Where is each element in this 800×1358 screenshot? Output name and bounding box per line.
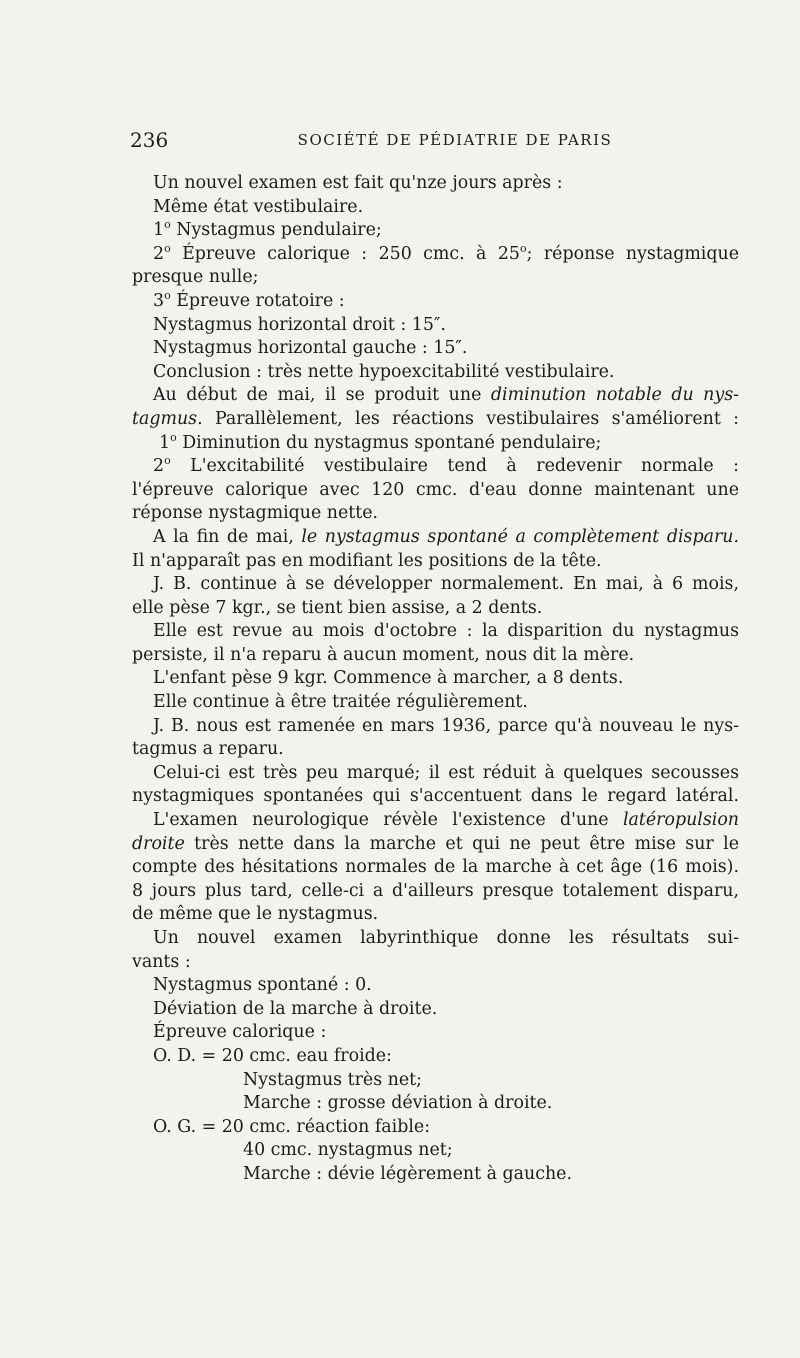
text-line [132, 526, 739, 550]
text-line: compte des hésitations normales de la marche à cet âge (16 mois). [132, 857, 739, 878]
text-run: . Parallèlement, les réactions vestibulaires s'améliorent : [197, 408, 739, 429]
page-number: 236 [130, 128, 169, 152]
text-line: vants : [132, 951, 191, 972]
text-run: 1 [159, 432, 171, 453]
superscript: o [164, 218, 171, 232]
text-line: de même que le nystagmus. [132, 904, 379, 925]
body-text [132, 172, 739, 1187]
text-line: 40 cmc. nystagmus net; [243, 1140, 453, 1161]
superscript: o [164, 241, 171, 255]
text-line: elle pèse 7 kgr., se tient bien assise, a 2 dents. [132, 597, 543, 618]
text-run: 2 [153, 456, 165, 477]
text-line: O. G. = 20 cmc. réaction faible: [153, 1116, 431, 1137]
text-line [132, 809, 739, 833]
text-line: Nystagmus spontané : 0. [153, 975, 372, 996]
text-line: Marche : grosse déviation à droite. [243, 1093, 553, 1114]
text-run: A la fin de mai, [153, 526, 302, 547]
text-run: ; réponse nystagmique [526, 243, 739, 264]
page-header [130, 128, 740, 158]
text-run: 3 [153, 290, 165, 311]
text-line: Elle continue à être traitée régulièrement. [153, 692, 528, 713]
text-run: Épreuve rotatoire : [170, 290, 345, 311]
text-line: réponse nystagmique nette. [132, 503, 379, 524]
text-line: J. B. continue à se développer normalement. En mai, à 6 mois, [153, 574, 739, 595]
text-line [132, 455, 739, 479]
text-line: O. D. = 20 cmc. eau froide: [153, 1045, 392, 1066]
text-run: très nette dans la marche et qui ne peut être mise sur le [184, 833, 739, 854]
text-run: L'examen neurologique révèle l'existence d'une [153, 810, 623, 831]
text-line: Nystagmus horizontal gauche : 15″. [153, 338, 468, 359]
text-line [132, 219, 739, 243]
text-line [132, 833, 739, 857]
superscript: o [164, 289, 171, 303]
text-run: Nystagmus pendulaire; [170, 220, 382, 241]
text-line: Conclusion : très nette hypoexcitabilité vestibulaire. [153, 361, 615, 382]
text-line [132, 384, 739, 408]
text-line: l'épreuve calorique avec 120 cmc. d'eau donne maintenant une [132, 479, 739, 500]
text-line: Il n'apparaît pas en modifiant les positions de la tête. [132, 550, 602, 571]
running-title: SOCIÉTÉ DE PÉDIATRIE DE PARIS [297, 131, 613, 149]
text-line: Déviation de la marche à droite. [153, 998, 438, 1019]
text-line: Même état vestibulaire. [153, 196, 364, 217]
text-line [132, 408, 739, 432]
text-line: Nystagmus horizontal droit : 15″. [153, 314, 446, 335]
italic-text: droite [132, 833, 185, 854]
superscript: o [519, 241, 527, 255]
italic-text: latéropulsion [622, 810, 739, 831]
italic-text: le nystagmus spontané a complètement disparu. [301, 526, 739, 547]
text-line [132, 432, 739, 456]
superscript: o [170, 430, 177, 444]
text-line [132, 243, 739, 267]
superscript: o [164, 454, 171, 468]
text-run: 2 [153, 243, 165, 264]
text-run: L'excitabilité vestibulaire tend à redevenir normale : [170, 456, 739, 477]
text-line: tagmus a reparu. [132, 739, 284, 760]
text-line: Un nouvel examen labyrinthique donne les résultats sui- [153, 928, 739, 948]
text-run: Diminution du nystagmus spontané pendulaire; [176, 432, 602, 453]
text-line: Marche : dévie légèrement à gauche. [243, 1163, 573, 1184]
text-line: Épreuve calorique : [153, 1022, 327, 1043]
text-line: J. B. nous est ramenée en mars 1936, parce qu'à nouveau le nys- [153, 715, 739, 736]
text-line: nystagmiques spontanées qui s'accentuent dans le regard latéral. [132, 786, 739, 807]
text-line: Elle est revue au mois d'octobre : la disparition du nystagmus [153, 621, 739, 642]
text-run: 1 [153, 220, 165, 241]
text-line: Un nouvel examen est fait qu'nze jours après : [153, 173, 563, 193]
text-line [132, 290, 739, 314]
text-line: persiste, il n'a reparu à aucun moment, nous dit la mère. [132, 644, 635, 665]
text-line: Nystagmus très net; [243, 1069, 422, 1090]
italic-text: tagmus [132, 408, 198, 429]
text-line: presque nulle; [132, 267, 259, 288]
text-line: 8 jours plus tard, celle-ci a d'ailleurs presque totalement disparu, [132, 880, 739, 901]
text-run: Épreuve calorique : 250 cmc. à 25 [170, 243, 520, 264]
text-line: L'enfant pèse 9 kgr. Commence à marcher, a 8 dents. [153, 668, 624, 689]
text-run: Au début de mai, il se produit une [153, 385, 491, 406]
italic-text: diminution notable du nys- [490, 385, 739, 406]
text-line: Celui-ci est très peu marqué; il est réduit à quelques secousses [153, 762, 739, 783]
